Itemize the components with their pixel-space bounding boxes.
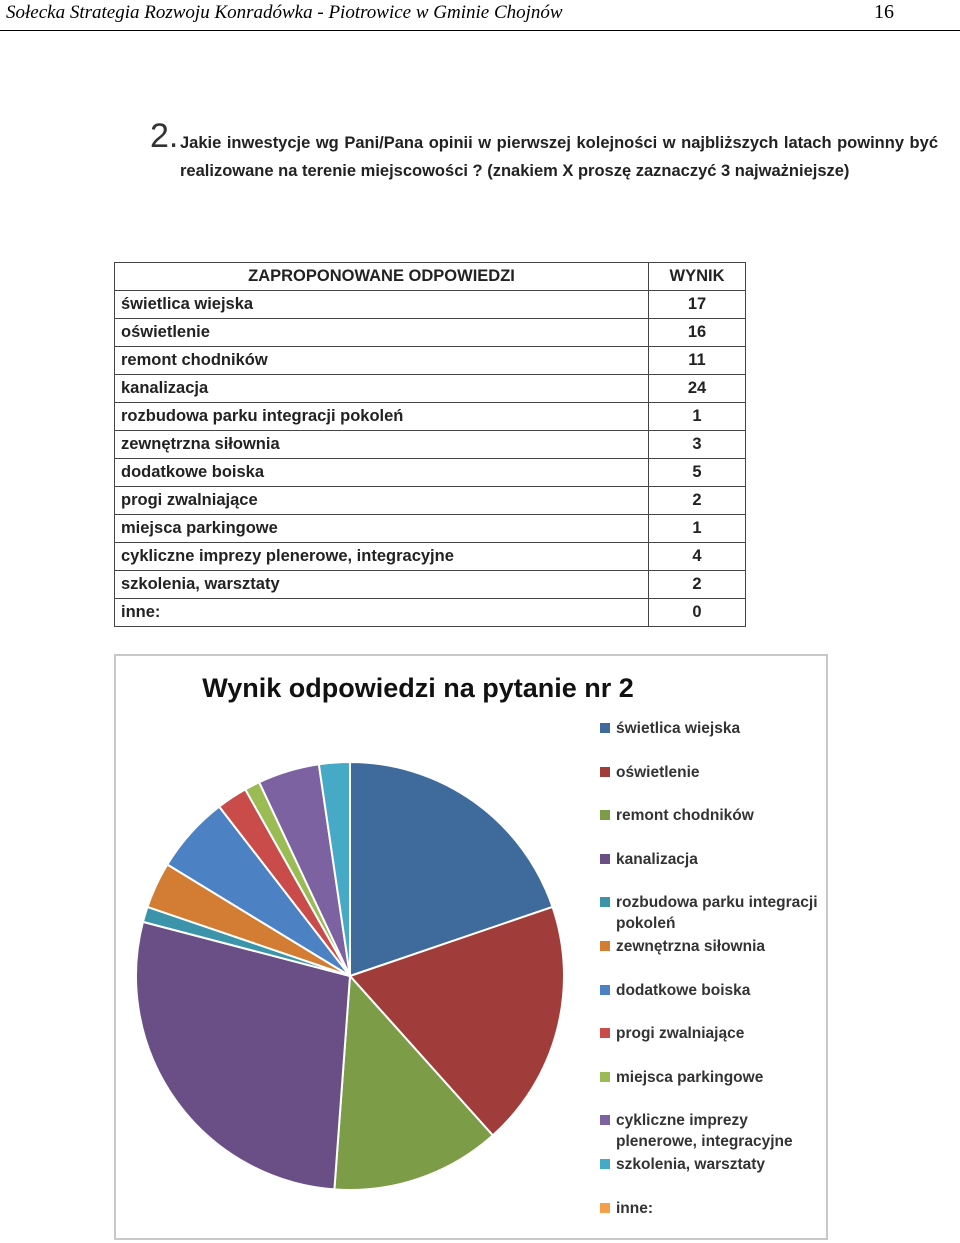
answer-label: zewnętrzna siłownia bbox=[115, 431, 649, 459]
legend-label: szkolenia, warsztaty bbox=[616, 1156, 766, 1173]
answer-label: oświetlenie bbox=[115, 319, 649, 347]
legend-label: kanalizacja bbox=[616, 851, 698, 868]
answer-result: 17 bbox=[649, 291, 746, 319]
legend-swatch bbox=[600, 854, 610, 864]
answer-result: 0 bbox=[649, 599, 746, 627]
page-number: 16 bbox=[874, 1, 894, 23]
legend-label: progi zwalniające bbox=[616, 1025, 745, 1042]
answer-label: inne: bbox=[115, 599, 649, 627]
table-row bbox=[115, 319, 746, 347]
table-row bbox=[115, 431, 746, 459]
table-row bbox=[115, 571, 746, 599]
answer-result: 5 bbox=[649, 459, 746, 487]
question-number: 2. bbox=[150, 117, 179, 155]
answer-label: cykliczne imprezy plenerowe, integracyjne bbox=[115, 543, 649, 571]
legend-item bbox=[600, 892, 826, 934]
answer-result: 11 bbox=[649, 347, 746, 375]
column-header-result: WYNIK bbox=[649, 263, 746, 291]
answer-result: 16 bbox=[649, 319, 746, 347]
legend-item bbox=[600, 1110, 826, 1152]
table-row bbox=[115, 487, 746, 515]
table-row bbox=[115, 459, 746, 487]
answer-result: 1 bbox=[649, 403, 746, 431]
legend-item bbox=[600, 849, 826, 870]
table-row bbox=[115, 375, 746, 403]
legend-swatch bbox=[600, 1159, 610, 1169]
legend-swatch bbox=[600, 810, 610, 820]
legend-swatch bbox=[600, 1203, 610, 1213]
legend-label: remont chodników bbox=[616, 807, 754, 824]
legend-label: cykliczne imprezy plenerowe, integracyjne bbox=[616, 1112, 793, 1150]
answer-result: 2 bbox=[649, 487, 746, 515]
legend-label: rozbudowa parku integracji pokoleń bbox=[616, 894, 818, 932]
legend-swatch bbox=[600, 723, 610, 733]
question-text: Jakie inwestycje wg Pani/Pana opinii w pierwszej kolejności w najbliższych latach powinny być realizowane na terenie miejscowości ? (znakiem X proszę zaznaczyć 3 najważniejsze) bbox=[180, 134, 938, 180]
legend-label: miejsca parkingowe bbox=[616, 1069, 764, 1086]
legend-swatch bbox=[600, 897, 610, 907]
table-row bbox=[115, 291, 746, 319]
legend-item bbox=[600, 980, 826, 1001]
answer-result: 3 bbox=[649, 431, 746, 459]
column-header-answers: ZAPROPONOWANE ODPOWIEDZI bbox=[115, 263, 649, 291]
table-body bbox=[115, 291, 746, 627]
legend-swatch bbox=[600, 767, 610, 777]
legend-label: zewnętrzna siłownia bbox=[616, 938, 766, 955]
legend-swatch bbox=[600, 1115, 610, 1125]
chart-title: Wynik odpowiedzi na pytanie nr 2 bbox=[202, 673, 634, 703]
legend-label: inne: bbox=[616, 1200, 654, 1217]
answers-table bbox=[114, 262, 746, 627]
legend-item bbox=[600, 1067, 826, 1088]
legend-item bbox=[600, 1154, 826, 1175]
legend-item bbox=[600, 805, 826, 826]
table-row bbox=[115, 543, 746, 571]
header-title: Sołecka Strategia Rozwoju Konradówka - Piotrowice w Gminie Chojnów bbox=[6, 2, 563, 23]
page-header bbox=[0, 0, 960, 31]
pie-chart-panel bbox=[114, 654, 828, 1240]
answer-result: 24 bbox=[649, 375, 746, 403]
answer-result: 1 bbox=[649, 515, 746, 543]
answer-label: remont chodników bbox=[115, 347, 649, 375]
legend-label: świetlica wiejska bbox=[616, 720, 741, 737]
legend-label: dodatkowe boiska bbox=[616, 982, 751, 999]
legend-swatch bbox=[600, 1072, 610, 1082]
legend-item bbox=[600, 936, 826, 957]
answer-label: dodatkowe boiska bbox=[115, 459, 649, 487]
table-row bbox=[115, 515, 746, 543]
legend-item bbox=[600, 1198, 826, 1219]
legend-swatch bbox=[600, 1028, 610, 1038]
legend-item bbox=[600, 1023, 826, 1044]
answer-label: świetlica wiejska bbox=[115, 291, 649, 319]
legend-item bbox=[600, 762, 826, 783]
table-header-row bbox=[115, 263, 746, 291]
answer-label: rozbudowa parku integracji pokoleń bbox=[115, 403, 649, 431]
legend-swatch bbox=[600, 941, 610, 951]
answer-label: miejsca parkingowe bbox=[115, 515, 649, 543]
table-row bbox=[115, 599, 746, 627]
table-row bbox=[115, 403, 746, 431]
answer-result: 4 bbox=[649, 543, 746, 571]
answer-label: progi zwalniające bbox=[115, 487, 649, 515]
legend-label: oświetlenie bbox=[616, 764, 700, 781]
answer-label: szkolenia, warsztaty bbox=[115, 571, 649, 599]
answer-label: kanalizacja bbox=[115, 375, 649, 403]
answer-result: 2 bbox=[649, 571, 746, 599]
table-row bbox=[115, 347, 746, 375]
legend-item bbox=[600, 718, 826, 739]
legend-swatch bbox=[600, 985, 610, 995]
